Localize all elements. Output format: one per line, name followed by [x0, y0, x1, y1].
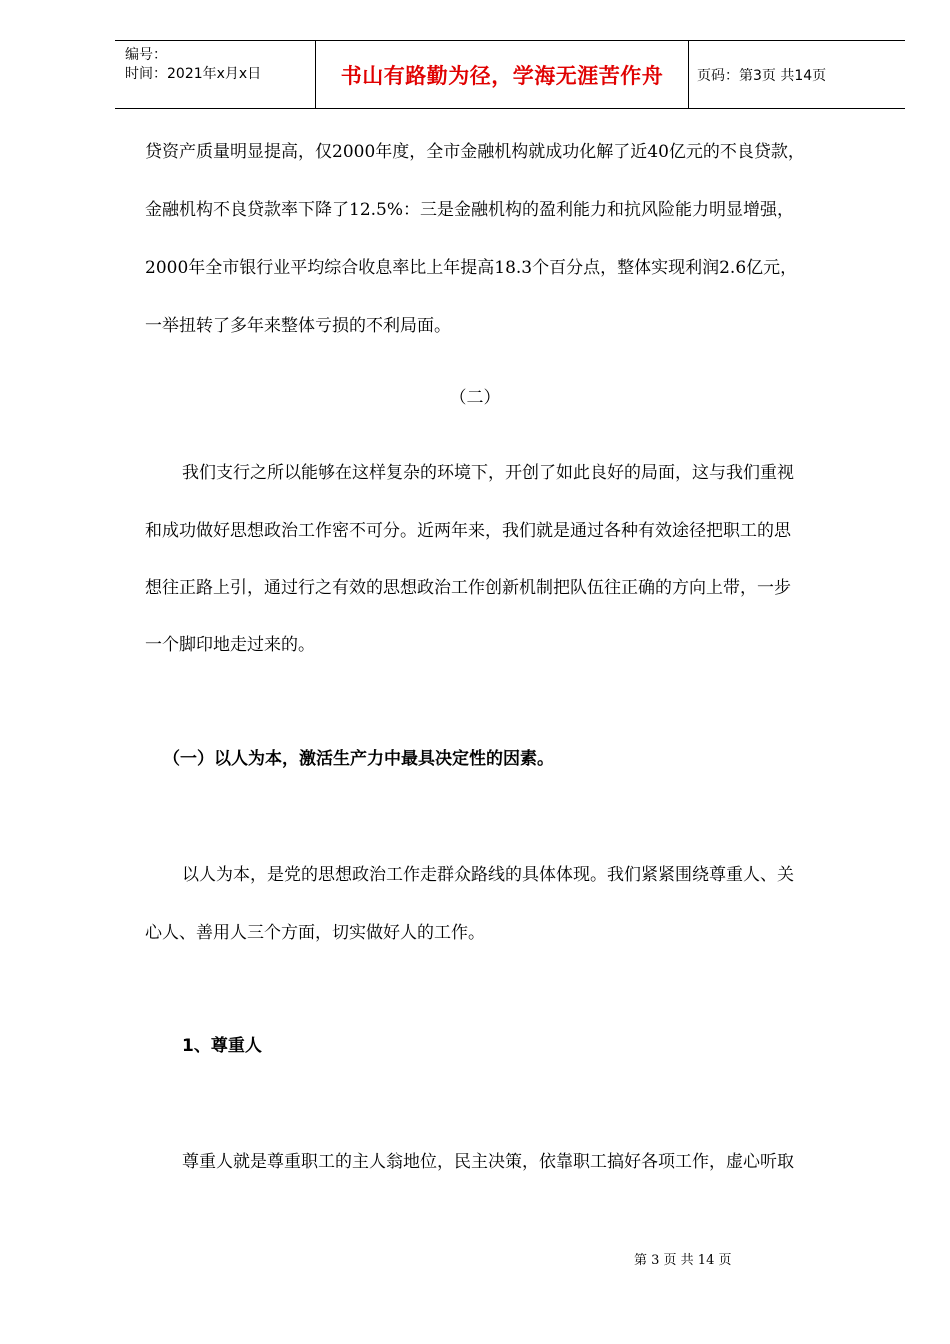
paragraph-line: 以人为本，是党的思想政治工作走群众路线的具体体现。我们紧紧围绕尊重人、关 — [182, 865, 794, 885]
paragraph-line: 一举扭转了多年来整体亏损的不利局面。 — [145, 316, 451, 336]
paragraph-line: 一个脚印地走过来的。 — [145, 635, 315, 655]
paragraph-line: 心人、善用人三个方面，切实做好人的工作。 — [145, 923, 485, 943]
paragraph-line: 和成功做好思想政治工作密不可分。近两年来，我们就是通过各种有效途径把职工的思 — [145, 521, 791, 541]
document-number-label: 编号： — [125, 47, 167, 63]
section-title: （二） — [449, 388, 501, 408]
header-page-cell — [689, 41, 905, 108]
footer-page-number: 第 3 页 共 14 页 — [634, 1253, 732, 1268]
paragraph-line: 2000年全市银行业平均综合收息率比上年提高18.3个百分点，整体实现利润2.6亿元， — [145, 258, 798, 278]
paragraph-line: 我们支行之所以能够在这样复杂的环境下，开创了如此良好的局面，这与我们重视 — [182, 463, 794, 483]
header-motto-cell — [316, 41, 689, 108]
document-time-label: 时间：2021年x月x日 — [125, 66, 262, 82]
header-motto: 书山有路勤为径，学海无涯苦作舟 — [340, 63, 664, 88]
subheading: 1、尊重人 — [182, 1036, 262, 1056]
header-page-info: 页码：第3页 共14页 — [697, 67, 827, 84]
paragraph-line: 想往正路上引，通过行之有效的思想政治工作创新机制把队伍往正确的方向上带，一步 — [145, 578, 791, 598]
paragraph-line: 贷资产质量明显提高，仅2000年度，全市金融机构就成功化解了近40亿元的不良贷款， — [145, 142, 805, 162]
subheading: （一）以人为本，激活生产力中最具决定性的因素。 — [163, 749, 554, 769]
paragraph-line: 金融机构不良贷款率下降了12.5%：三是金融机构的盈利能力和抗风险能力明显增强， — [145, 200, 795, 220]
document-header — [115, 40, 905, 109]
paragraph-line: 尊重人就是尊重职工的主人翁地位，民主决策，依靠职工搞好各项工作，虚心听取 — [182, 1152, 794, 1172]
header-meta — [115, 41, 316, 108]
